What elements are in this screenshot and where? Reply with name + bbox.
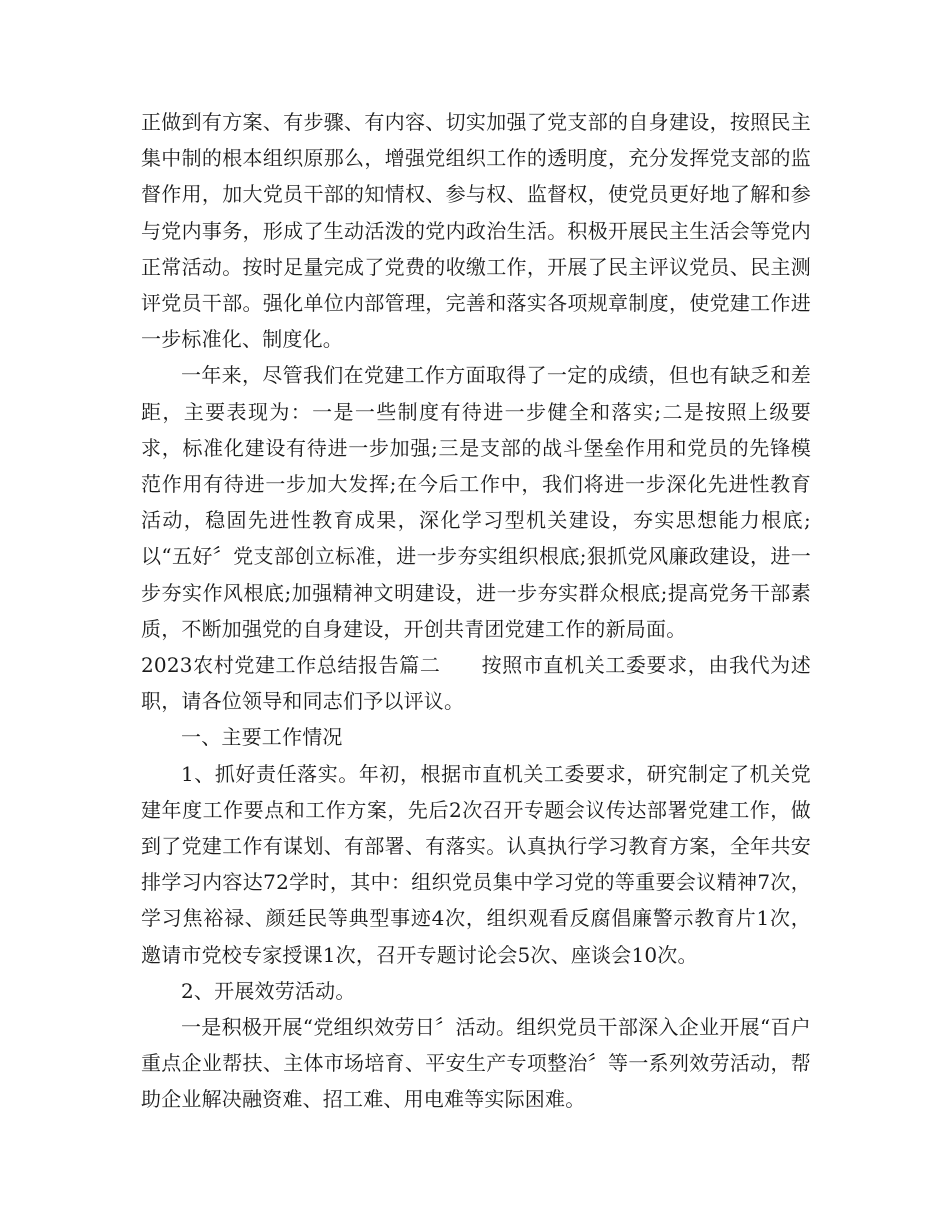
paragraph-responsibility: 1、抓好责任落实。年初，根据市直机关工委要求，研究制定了机关党建年度工作要点和工作方案，先后2次召开专题会议传达部署党建工作，做到了党建工作有谋划、有部署、有落实。认真执行学习教育方案，全年共安排学习内容达72学时，其中：组织党员集中学习党的等重要会议精神7次，学习焦裕禄、颜廷民等典型事迹4次，组织观看反腐倡廉警示教育片1次，邀请市党校专家授课1次，召开专题讨论会5次、座谈会10次。 — [141, 761, 811, 967]
paragraph-service-day: 一是积极开展“党组织效劳日〞活动。组织党员干部深入企业开展“百户重点企业帮扶、主体市场培育、平安生产专项整治〞等一系列效劳活动，帮助企业解决融资难、招工难、用电难等实际困难。 — [141, 1015, 811, 1112]
subheading-service-activities: 2、开展效劳活动。 — [181, 978, 356, 1003]
paragraph-continuation: 正做到有方案、有步骤、有内容、切实加强了党支部的自身建设，按照民主集中制的根本组织原那么，增强党组织工作的透明度，充分发挥党支部的监督作用，加大党员干部的知情权、参与权、监督权，使党员更好地了解和参与党内事务，形成了生动活泼的党内政治生活。积极开展民主生活会等党内正常活动。按时足量完成了党费的收缴工作，开展了民主评议党员、民主测评党员干部。强化单位内部管理，完善和落实各项规章制度，使党建工作进一步标准化、制度化。 — [141, 110, 811, 352]
section-heading-main-work: 一、主要工作情况 — [181, 725, 343, 750]
paragraph-shortcomings: 一年来，尽管我们在党建工作方面取得了一定的成绩，但也有缺乏和差距，主要表现为：一是一些制度有待进一步健全和落实;二是按照上级要求，标准化建设有待进一步加强;三是支部的战斗堡垒作用和党员的先锋模范作用有待进一步加大发挥;在今后工作中，我们将进一步深化先进性教育活动，稳固先进性教育成果，深化学习型机关建设，夯实思想能力根底;以“五好〞党支部创立标准，进一步夯实组织根底;狠抓党风廉政建设，进一步夯实作风根底;加强精神文明建设，进一步夯实群众根底;提高党务干部素质，不断加强党的自身建设，开创共青团党建工作的新局面。 — [141, 363, 811, 641]
paragraph-report-title: 2023农村党建工作总结报告篇二 按照市直机关工委要求，由我代为述职，请各位领导和同志们予以评议。 — [141, 653, 811, 714]
document-body — [141, 104, 811, 1118]
